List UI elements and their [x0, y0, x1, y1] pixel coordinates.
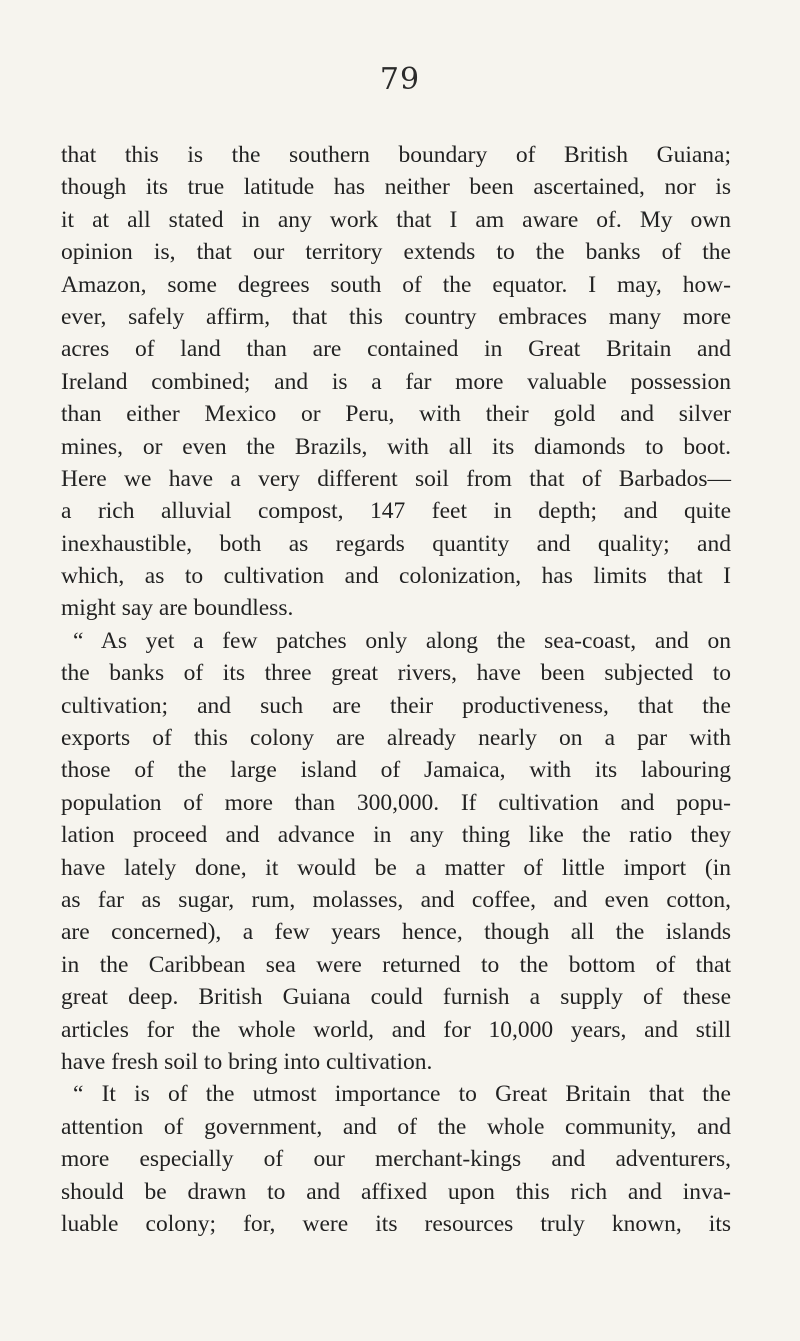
text-line: should be drawn to and affixed upon this rich and inva-	[61, 1178, 731, 1205]
text-line: have lately done, it would be a matter of little import (in	[61, 854, 731, 881]
text-line: mines, or even the Brazils, with all its diamonds to boot.	[61, 433, 731, 460]
text-line: as far as sugar, rum, molasses, and coffee, and even cotton,	[61, 886, 731, 913]
text-line: opinion is, that our territory extends to the banks of the	[61, 239, 731, 266]
text-line: might say are boundless.	[61, 595, 294, 622]
text-line: Amazon, some degrees south of the equator. I may, how-	[61, 271, 731, 298]
text-line: than either Mexico or Peru, with their gold and silver	[61, 401, 731, 428]
text-line: are concerned), a few years hence, though all the islands	[61, 919, 731, 946]
text-line: acres of land than are contained in Great Britain and	[61, 336, 731, 363]
text-line: great deep. British Guiana could furnish a supply of these	[61, 984, 731, 1011]
text-line: ever, safely affirm, that this country embraces many more	[61, 303, 731, 330]
text-line: “ It is of the utmost importance to Great Britain that the	[73, 1081, 731, 1108]
text-line: the banks of its three great rivers, have been subjected to	[61, 660, 731, 687]
text-line: attention of government, and of the whole community, and	[61, 1113, 731, 1140]
text-line: Here we have a very different soil from that of Barbados—	[61, 465, 731, 492]
text-line: population of more than 300,000. If cultivation and popu-	[61, 789, 731, 816]
text-line: though its true latitude has neither been ascertained, nor is	[61, 174, 731, 201]
text-line: articles for the whole world, and for 10,000 years, and still	[61, 1016, 731, 1043]
text-line: inexhaustible, both as regards quantity and quality; and	[61, 530, 731, 557]
text-line: lation proceed and advance in any thing like the ratio they	[61, 822, 731, 849]
page-number: 79	[379, 62, 421, 97]
text-line: those of the large island of Jamaica, with its labouring	[61, 757, 731, 784]
text-line: exports of this colony are already nearly on a par with	[61, 725, 731, 752]
text-line: Ireland combined; and is a far more valuable possession	[61, 368, 731, 395]
text-line: “ As yet a few patches only along the sea-coast, and on	[73, 627, 731, 654]
text-line: that this is the southern boundary of British Guiana;	[61, 142, 731, 168]
text-line: cultivation; and such are their productiveness, that the	[61, 692, 731, 719]
text-line: in the Caribbean sea were returned to the bottom of that	[61, 951, 731, 978]
text-line: have fresh soil to bring into cultivation.	[61, 1048, 433, 1075]
text-line: which, as to cultivation and colonization, has limits that I	[61, 563, 731, 590]
text-line: it at all stated in any work that I am aware of. My own	[61, 206, 731, 233]
text-line: a rich alluvial compost, 147 feet in depth; and quite	[61, 498, 731, 525]
text-line: luable colony; for, were its resources truly known, its	[61, 1210, 731, 1237]
body-text	[61, 139, 731, 1240]
text-line: more especially of our merchant-kings and adventurers,	[61, 1146, 731, 1173]
